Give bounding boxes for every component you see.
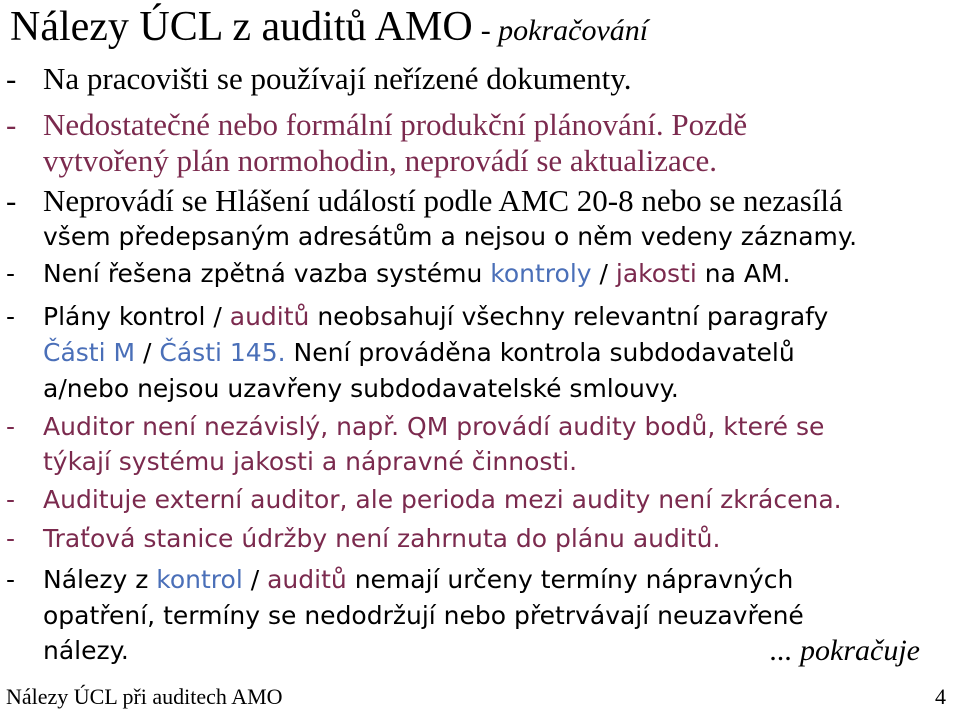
- list-item-continuation: [6, 633, 956, 669]
- title-subtitle: - pokračování: [480, 14, 649, 47]
- item-text: Části M / Části 145. Není prováděna kontrola subdodavatelů: [43, 338, 795, 367]
- link-kontroly: kontroly: [490, 259, 592, 288]
- page-number: 4: [935, 684, 946, 709]
- continues-label: ... pokračuje: [770, 634, 920, 667]
- item-text: Auditor není nezávislý, např. QM provádí audity bodů, které se: [43, 412, 825, 441]
- item-text: Na pracovišti se používají neřízené dokumenty.: [43, 61, 632, 96]
- link-kontrol: kontrol: [156, 565, 243, 594]
- bullet-dash: -: [6, 524, 16, 553]
- bullet-dash: -: [6, 565, 16, 594]
- item-text: nálezy.: [43, 636, 129, 665]
- slide-title: [10, 2, 648, 56]
- bullet-dash: -: [6, 183, 17, 218]
- link-jakosti: jakosti: [615, 259, 697, 288]
- item-text: všem předepsaným adresátům a nejsou o něm vedeny záznamy.: [43, 222, 858, 251]
- bullet-dash: -: [6, 259, 16, 288]
- item-text: Není řešena zpětná vazba systému kontroly / jakosti na AM.: [43, 259, 791, 288]
- item-text: a/nebo nejsou uzavřeny subdodavatelské smlouvy.: [43, 374, 679, 403]
- footer-text: Nálezy ÚCL při auditech AMO: [6, 684, 283, 709]
- bullet-dash: -: [6, 107, 17, 142]
- item-text: vytvořený plán normohodin, neprovádí se aktualizace.: [43, 143, 718, 178]
- item-text: Neprovádí se Hlášení událostí podle AMC 20-8 nebo se nezasílá: [43, 183, 843, 218]
- item-text: Nedostatečné nebo formální produkční plánování. Pozdě: [43, 107, 748, 142]
- link-cast-145: Části 145.: [159, 338, 286, 367]
- item-text: opatření, termíny se nedodržují nebo přetrvávají neuzavřené: [43, 601, 804, 630]
- bullet-dash: -: [6, 412, 16, 441]
- title-main: Nálezy ÚCL z auditů AMO: [10, 4, 473, 50]
- item-text: Plány kontrol / auditů neobsahují všechny relevantní paragrafy: [43, 302, 829, 331]
- item-text: Traťová stanice údržby není zahrnuta do plánu auditů.: [43, 524, 721, 553]
- bullet-dash: -: [6, 485, 16, 514]
- link-cast-m: Části M: [43, 338, 136, 367]
- item-text: Nálezy z kontrol / auditů nemají určeny termíny nápravných: [43, 565, 794, 594]
- bullet-dash: -: [6, 61, 17, 96]
- item-text: týkají systému jakosti a nápravné činnosti.: [43, 447, 578, 476]
- bullet-dash: -: [6, 302, 16, 331]
- item-text: Audituje externí auditor, ale perioda mezi audity není zkrácena.: [43, 485, 842, 514]
- link-auditu-2: auditů: [267, 565, 347, 594]
- link-auditu: auditů: [229, 302, 310, 331]
